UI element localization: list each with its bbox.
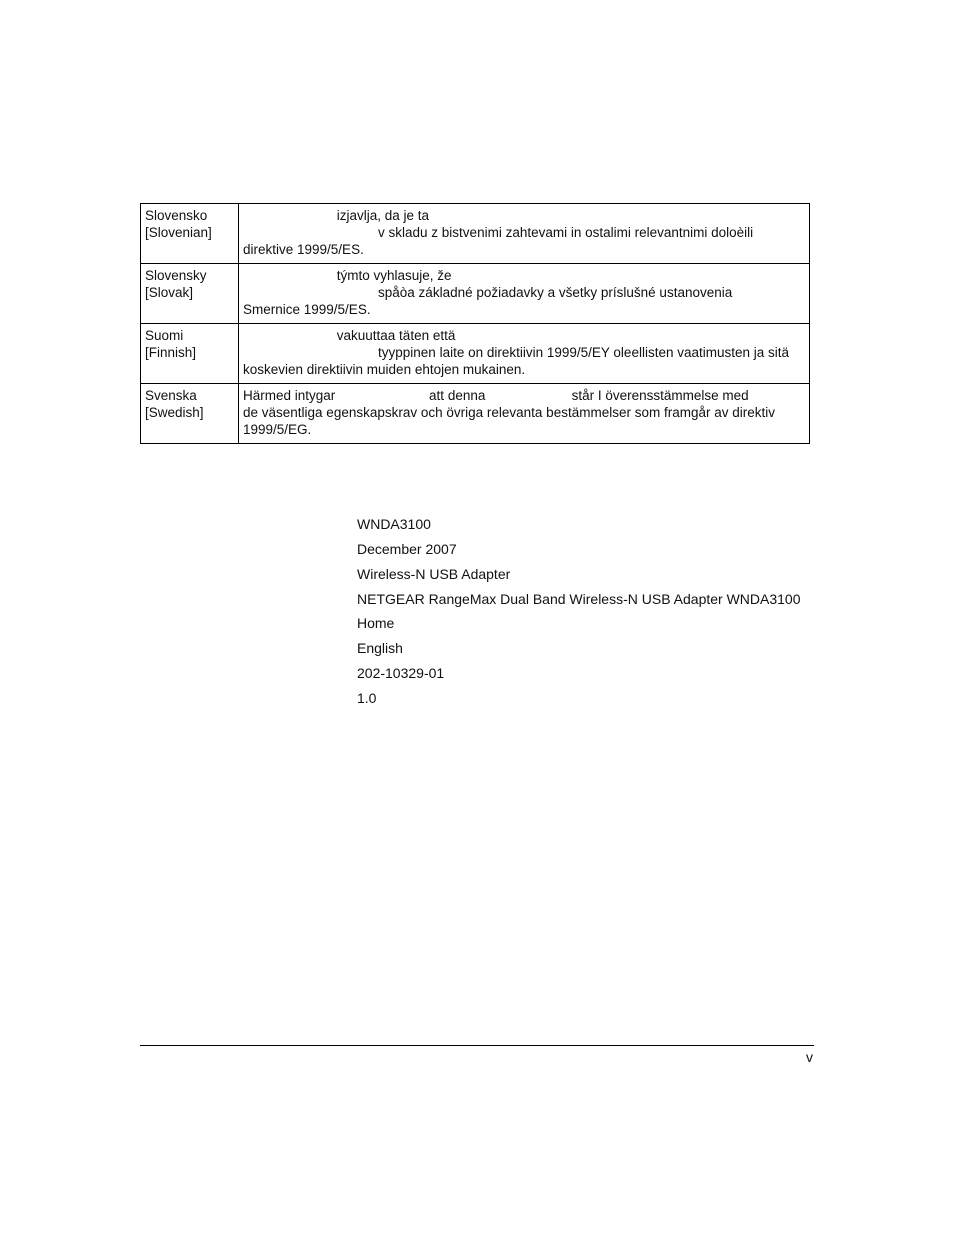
language-cell bbox=[141, 384, 239, 444]
publication-part-number: 202-10329-01 bbox=[357, 665, 445, 682]
publication-version: 1.0 bbox=[357, 689, 377, 706]
publication-date: December 2007 bbox=[357, 540, 457, 557]
declaration-line: Härmed intygar att denna står I överensstämmelse med bbox=[243, 388, 749, 403]
table-row bbox=[141, 384, 810, 444]
language-label: [Slovak] bbox=[145, 285, 194, 300]
model-number: WNDA3100 bbox=[357, 516, 431, 532]
footer-divider bbox=[140, 1045, 814, 1046]
declaration-text-cell bbox=[239, 384, 810, 444]
declaration-line: koskevien direktiivin muiden ehtojen mukainen. bbox=[243, 362, 526, 377]
product-category: Home bbox=[357, 615, 395, 632]
language-cell bbox=[141, 324, 239, 384]
declaration-line: tyyppinen laite on direktiivin 1999/5/EY oleellisten vaatimusten ja sitä bbox=[243, 345, 790, 360]
product-family: Wireless-N USB Adapter bbox=[357, 565, 511, 582]
language-name: Slovensko bbox=[145, 208, 208, 223]
declaration-text-cell bbox=[239, 264, 810, 324]
table-row bbox=[141, 264, 810, 324]
language-cell bbox=[141, 264, 239, 324]
language: English bbox=[357, 640, 403, 657]
document-metadata-list bbox=[357, 515, 801, 714]
declaration-line: týmto vyhlasuje, že bbox=[243, 268, 452, 283]
declaration-line: 1999/5/EG. bbox=[243, 422, 312, 437]
page-number: v bbox=[806, 1049, 813, 1065]
declaration-line: vakuuttaa täten että bbox=[243, 328, 456, 343]
declaration-table bbox=[140, 203, 810, 444]
table-row bbox=[141, 204, 810, 264]
product-name: NETGEAR RangeMax Dual Band Wireless-N USB Adapter WNDA3100 bbox=[357, 590, 801, 607]
declaration-line: de väsentliga egenskapskrav och övriga relevanta bestämmelser som framgår av direktiv bbox=[243, 405, 775, 420]
language-name: Suomi bbox=[145, 328, 184, 343]
table-row bbox=[141, 324, 810, 384]
language-name: Svenska bbox=[145, 388, 197, 403]
language-label: [Slovenian] bbox=[145, 225, 212, 240]
declaration-line: direktive 1999/5/ES. bbox=[243, 242, 364, 257]
declaration-line: Smernice 1999/5/ES. bbox=[243, 302, 371, 317]
language-cell bbox=[141, 204, 239, 264]
language-label: [Finnish] bbox=[145, 345, 197, 360]
language-label: [Swedish] bbox=[145, 405, 204, 420]
declaration-line: spåòa základné požiadavky a všetky príslušné ustanovenia bbox=[243, 285, 733, 300]
declaration-text-cell bbox=[239, 204, 810, 264]
declaration-text-cell bbox=[239, 324, 810, 384]
language-name: Slovensky bbox=[145, 268, 207, 283]
declaration-line: izjavlja, da je ta bbox=[243, 208, 430, 223]
declaration-line: v skladu z bistvenimi zahtevami in ostalimi relevantnimi doloèili bbox=[243, 225, 754, 240]
